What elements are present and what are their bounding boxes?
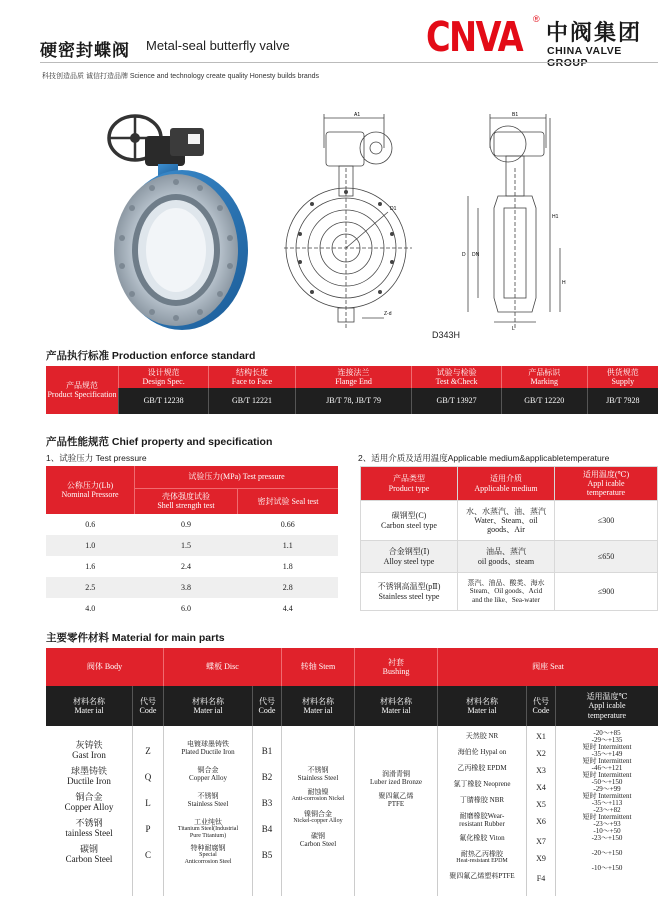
standard-col-flange: 连接法兰 Flange End xyxy=(295,366,412,388)
dim-b1: B1 xyxy=(512,112,519,118)
table-row: 4.0 6.0 4.4 xyxy=(85,603,293,613)
materials-heading: 主要零件材料 Material for main parts xyxy=(46,632,225,644)
list-item: 特种耐腐钢 Special Anticorrosion Steel xyxy=(184,844,232,865)
list-item: X3 xyxy=(536,766,546,775)
dim-a1: A1 xyxy=(354,112,361,118)
standard-col-face: 结构长度 Face to Face xyxy=(209,366,296,388)
list-item: 天然胶 NR xyxy=(465,732,499,740)
valve-photo xyxy=(100,108,250,333)
list-item: 不锈钢 tainless Steel xyxy=(65,818,113,839)
list-item: -10～+50 xyxy=(593,827,621,835)
list-item: L xyxy=(145,798,151,808)
list-item: B5 xyxy=(261,850,273,860)
list-item: 聚四氟乙烯塑料PTFE xyxy=(449,872,515,880)
list-item: 短时 Intermittent xyxy=(582,757,632,765)
list-item: Z xyxy=(145,746,151,756)
bushing-materials xyxy=(355,726,438,896)
mat-col-seat-name: 材料名称 Mater ial xyxy=(438,686,527,726)
pressure-col-seal: 密封试验 Seal test xyxy=(238,488,339,514)
list-item: 镍铜合金 Nickel-copper Alloy xyxy=(293,810,343,825)
list-item: Q xyxy=(144,772,152,782)
list-item: 碳钢 Carbon Steel xyxy=(65,844,113,865)
list-item: 球墨铸铁 Ductile Iron xyxy=(67,766,111,787)
seat-temps xyxy=(556,726,659,896)
dim-l: L xyxy=(512,326,515,332)
front-view-drawing xyxy=(284,108,424,333)
mat-group-body: 阀体 Body xyxy=(46,648,164,686)
medium-table xyxy=(360,466,658,611)
brand-name-cn: 中阀集团 xyxy=(546,20,643,45)
list-item: -29～+99 xyxy=(593,785,621,793)
dim-d: D xyxy=(462,252,466,258)
disc-codes xyxy=(253,726,282,896)
standard-row-label xyxy=(46,366,119,414)
list-item: X2 xyxy=(536,749,546,758)
list-item: 不锈钢 Stainless Steel xyxy=(297,766,339,783)
model-number: D343H xyxy=(432,330,461,340)
list-item: -35～+149 xyxy=(591,750,623,758)
medium-col-medium: 适用介质 Applicable medium xyxy=(458,467,555,501)
list-item: 乙丙橡胶 EPDM xyxy=(457,764,507,772)
pressure-table xyxy=(46,466,338,619)
dim-h: H xyxy=(562,280,566,286)
list-item: 短时 Intermittent xyxy=(582,792,632,800)
mat-col-bushing-name: 材料名称 Mater ial xyxy=(355,686,438,726)
standard-heading: 产品执行标准 Production enforce standard xyxy=(46,350,256,362)
list-item: -35～+113 xyxy=(591,799,623,807)
header-divider xyxy=(40,62,658,63)
medium-subheading-text: 2、适用介质及适用温度Applicable medium&applicabletemperature xyxy=(358,453,610,463)
list-item: 氯丁橡胶 Neoprene xyxy=(453,780,511,788)
list-item: B4 xyxy=(261,824,273,834)
mat-group-stem: 转轴 Stem xyxy=(282,648,355,686)
property-heading: 产品性能规范 Chief property and specification xyxy=(46,436,273,448)
list-item: F4 xyxy=(536,874,546,883)
mat-col-stem-name: 材料名称 Mater ial xyxy=(282,686,355,726)
list-item: X6 xyxy=(536,817,546,826)
medium-col-type: 产品类型 Product type xyxy=(361,467,458,501)
disc-materials xyxy=(164,726,253,896)
list-item: 氟化橡胶 Viton xyxy=(459,834,505,842)
medium-col-temp: 适用温度(℃) Appl icable temperature xyxy=(555,467,658,501)
pressure-subheading: 1、试验压力 Test pressure xyxy=(46,453,147,463)
list-item: 不锈钢 Stainless Steel xyxy=(187,792,229,809)
standard-col-marking: 产品标识 Marking xyxy=(501,366,587,388)
logo-wordmark: CNVA xyxy=(426,13,523,61)
list-item: B1 xyxy=(261,746,273,756)
list-item: 灰铸铁 Gast Iron xyxy=(72,740,106,761)
list-item: -29～+135 xyxy=(591,736,623,744)
list-item: 耐热乙丙橡胶 Heat-resistant EPDM xyxy=(456,850,508,865)
side-view-drawing xyxy=(450,108,570,333)
list-item: 丁腈橡胶 NBR xyxy=(459,796,505,804)
table-row: 不锈钢高温型(pⅡ) Stainless steel type 蒸汽、油品、酸类、海水 Steam、Oil goods、Acid and the like、Sea-water ≤900 xyxy=(361,573,658,611)
list-item: -20～+85 xyxy=(593,729,621,737)
list-item: 耐蚀镍 Anti-corrosion Nickel xyxy=(291,788,345,803)
list-item: 短时 Intermittent xyxy=(582,743,632,751)
standard-val-test: GB/T 13927 xyxy=(412,388,502,414)
standard-val-supply: JB/T 7928 xyxy=(587,388,658,414)
standard-val-marking: GB/T 12220 xyxy=(501,388,587,414)
list-item: 润滑青铜 Luber ized Bronze xyxy=(369,770,423,787)
list-item: 碳钢 Carbon Steel xyxy=(299,832,337,849)
standard-col-supply: 供货规范 Supply xyxy=(587,366,658,388)
list-item: X5 xyxy=(536,800,546,809)
pressure-group-header: 试验压力(MPa) Test pressure xyxy=(135,466,339,488)
list-item: -46～+121 xyxy=(591,764,623,772)
materials-table xyxy=(46,648,658,896)
body-materials xyxy=(46,726,133,896)
dim-d1: D1 xyxy=(390,206,397,212)
page-title-cn: 硬密封蝶阀 xyxy=(40,41,130,60)
standard-val-flange: JB/T 78, JB/T 79 xyxy=(295,388,412,414)
table-row: 1.6 2.4 1.8 xyxy=(85,561,293,571)
list-item: X7 xyxy=(536,837,546,846)
table-row: 0.6 0.9 0.66 xyxy=(85,519,295,529)
standard-val-design: GB/T 12238 xyxy=(119,388,209,414)
list-item: B3 xyxy=(261,798,273,808)
registered-mark: ® xyxy=(533,14,540,24)
mat-col-disc-code: 代号 Code xyxy=(253,686,282,726)
list-item: 短时 Intermittent xyxy=(582,813,632,821)
dim-h1: H1 xyxy=(552,214,559,220)
standard-val-face: GB/T 12221 xyxy=(209,388,296,414)
list-item: 聚四氟乙烯 PTFE xyxy=(378,792,414,809)
brand-name-en: CHINA VALVE GROUP xyxy=(547,45,622,69)
list-item: 铜合金 Copper Alloy xyxy=(189,766,227,783)
standard-row-label-cn: 产品规范 xyxy=(66,380,98,390)
mat-group-bushing: 衬套 Bushing xyxy=(355,648,438,686)
mat-group-seat: 阀座 Seat xyxy=(438,648,659,686)
brand-logo xyxy=(426,13,658,69)
mat-col-body-name: 材料名称 Mater ial xyxy=(46,686,133,726)
standard-row-label-en: Product Specification xyxy=(47,390,117,399)
list-item: -23～+150 xyxy=(591,834,623,842)
list-item: X1 xyxy=(536,732,546,741)
list-item: P xyxy=(145,824,151,834)
list-item: X9 xyxy=(536,854,546,863)
table-row: 合金钢型(Ⅰ) Alloy steel type 油品、蒸汽 oil goods、steam ≤650 xyxy=(361,541,658,573)
mat-col-body-code: 代号 Code xyxy=(133,686,164,726)
list-item: 海伯伦 Hypal on xyxy=(457,748,507,756)
pressure-col-nominal: 公称压力(Lb) Nominal Pressore xyxy=(46,466,135,514)
list-item: -23～+93 xyxy=(593,820,621,828)
list-item: B2 xyxy=(261,772,273,782)
list-item: -23～+82 xyxy=(593,806,621,814)
list-item: 工业纯钛 Titanium Steel(Industrial Pure Titanium) xyxy=(177,818,239,839)
list-item: 短时 Intermittent xyxy=(582,771,632,779)
dim-dn: DN xyxy=(472,252,480,258)
seat-codes xyxy=(527,726,556,896)
standard-col-design: 设计规范 Design Spec. xyxy=(119,366,209,388)
list-item: C xyxy=(144,850,151,860)
page-title-en: Metal-seal butterfly valve xyxy=(146,38,290,53)
slogan: 科技创造品质 诚信打造品牌 Science and technology create quality Honesty builds brands xyxy=(42,73,320,80)
table-row: 1.0 1.5 1.1 xyxy=(46,535,338,556)
mat-col-disc-name: 材料名称 Mater ial xyxy=(164,686,253,726)
stem-materials xyxy=(282,726,355,896)
list-item: X4 xyxy=(536,783,546,792)
seat-materials xyxy=(438,726,527,896)
list-item: 耐磨橡胶Wear- resistant Rubber xyxy=(459,812,505,829)
pressure-col-shell: 壳体强度试验 Shell strength test xyxy=(135,488,238,514)
list-item: -10～+150 xyxy=(591,864,623,872)
standard-col-test: 试验与检验 Test &Check xyxy=(412,366,502,388)
list-item: -20～+150 xyxy=(591,849,623,857)
body-codes xyxy=(133,726,164,896)
list-item: 铜合金 Copper Alloy xyxy=(64,792,114,813)
standard-table xyxy=(46,366,658,414)
mat-col-seat-code: 代号 Code xyxy=(527,686,556,726)
mat-group-disc: 蝶板 Disc xyxy=(164,648,282,686)
list-item: -50～+150 xyxy=(591,778,623,786)
table-row: 2.5 3.8 2.8 xyxy=(46,577,338,598)
table-row: 碳钢型(C) Carbon steel type 水、水蒸汽、油、蒸汽 Water、Steam、oil goods、Air ≤300 xyxy=(361,501,658,541)
mat-col-seat-temp: 适用温度℃ Appl icable temperature xyxy=(556,686,659,726)
list-item: 电镀球墨铸铁 Plated Ductile Iron xyxy=(181,740,235,757)
dim-zd: Z-d xyxy=(384,311,392,317)
